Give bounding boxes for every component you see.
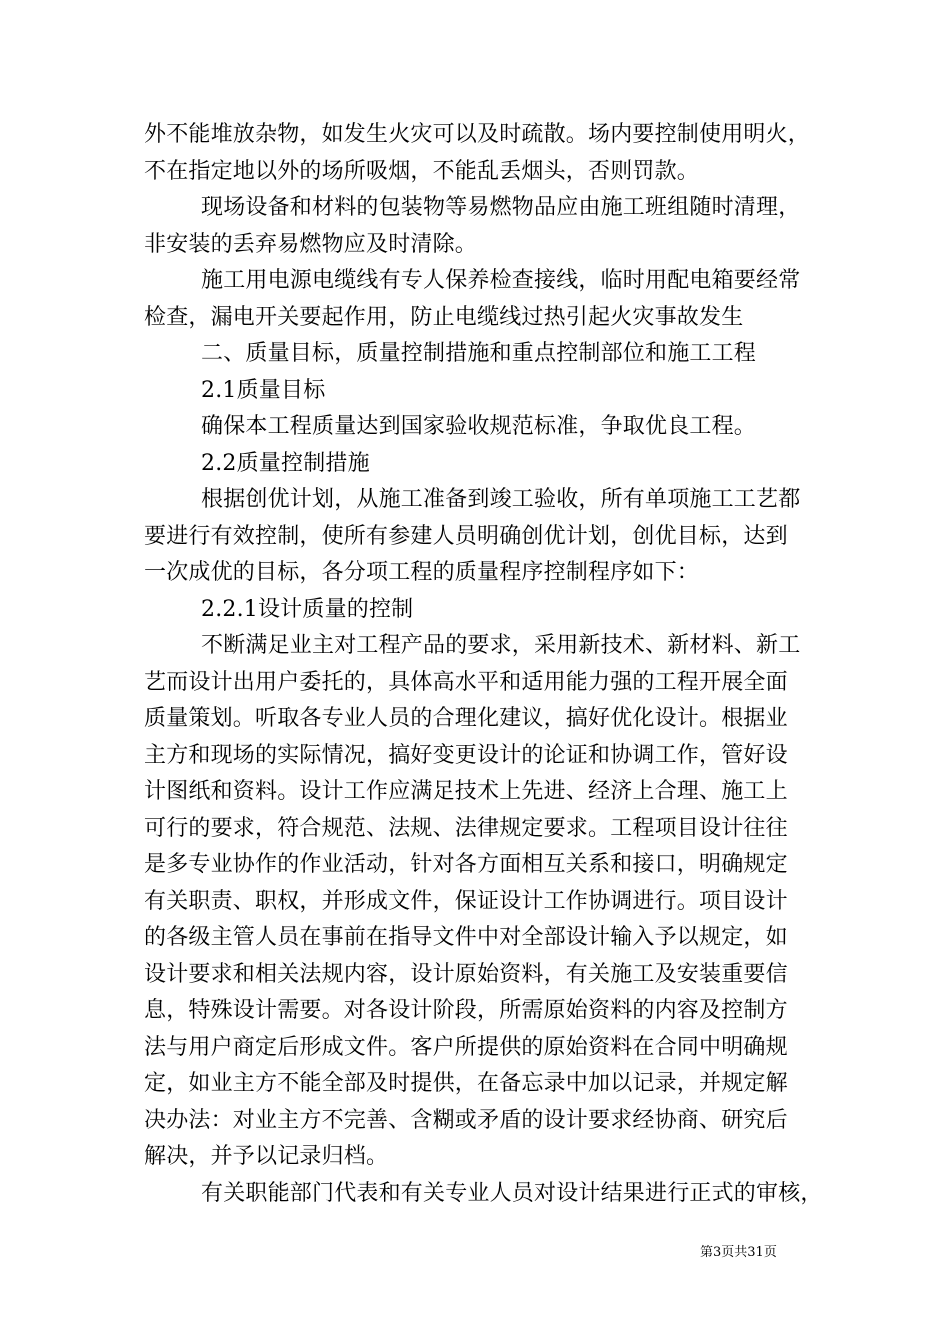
text-line: 可行的要求，符合规范、法规、法律规定要求。工程项目设计往往	[144, 815, 788, 841]
text-line: 主方和现场的实际情况，搞好变更设计的论证和协调工作，管好设	[144, 742, 788, 768]
text-line: 计图纸和资料。设计工作应满足技术上先进、经济上合理、施工上	[144, 779, 788, 804]
document-body	[144, 117, 824, 1212]
text-line: 解决，并予以记录归档。	[144, 1144, 389, 1169]
text-line: 检查，漏电开关要起作用，防止电缆线过热引起火灾事故发生	[144, 304, 744, 330]
text-line: 定，如业主方不能全部及时提供，在备忘录中加以记录，并规定解	[144, 1071, 788, 1096]
text-line: 2.2.1设计质量的控制	[201, 596, 414, 622]
text-line: 二、质量目标，质量控制措施和重点控制部位和施工工程	[201, 341, 757, 366]
text-line: 有关职责、职权，并形成文件，保证设计工作协调进行。项目设计	[144, 888, 788, 914]
text-line: 一次成优的目标，各分项工程的质量程序控制程序如下：	[144, 560, 700, 585]
text-line: 法与用户商定后形成文件。客户所提供的原始资料在合同中明确规	[144, 1034, 788, 1060]
text-line: 外不能堆放杂物，如发生火灾可以及时疏散。场内要控制使用明火，	[144, 122, 811, 147]
text-line: 2.1质量目标	[201, 377, 326, 403]
text-line: 是多专业协作的作业活动，针对各方面相互关系和接口，明确规定	[144, 852, 788, 877]
text-line: 设计要求和相关法规内容，设计原始资料，有关施工及安装重要信	[144, 961, 788, 987]
page-number-footer: 第3页共31页	[700, 1245, 777, 1260]
text-line: 非安装的丢弃易燃物应及时清除。	[144, 231, 478, 257]
text-line: 息，特殊设计需要。对各设计阶段，所需原始资料的内容及控制方	[144, 998, 788, 1023]
text-line: 不在指定地以外的场所吸烟，不能乱丢烟头，否则罚款。	[144, 158, 700, 184]
text-line: 根据创优计划，从施工准备到竣工验收，所有单项施工工艺都	[201, 487, 801, 512]
text-line: 要进行有效控制，使所有参建人员明确创优计划，创优目标，达到	[144, 523, 788, 549]
text-line: 质量策划。听取各专业人员的合理化建议，搞好优化设计。根据业	[144, 706, 788, 731]
text-line: 艺而设计出用户委托的，具体高水平和适用能力强的工程开展全面	[144, 669, 788, 695]
text-line: 2.2质量控制措施	[201, 450, 370, 476]
text-line: 施工用电源电缆线有专人保养检查接线，临时用配电箱要经常	[201, 268, 801, 293]
text-line: 的各级主管人员在事前在指导文件中对全部设计输入予以规定，如	[144, 925, 788, 950]
text-line: 不断满足业主对工程产品的要求，采用新技术、新材料、新工	[201, 633, 801, 658]
text-line: 决办法：对业主方不完善、含糊或矛盾的设计要求经协商、研究后	[144, 1107, 788, 1133]
text-line: 有关职能部门代表和有关专业人员对设计结果进行正式的审核，	[201, 1180, 823, 1206]
text-line: 现场设备和材料的包装物等易燃物品应由施工班组随时清理，	[201, 195, 801, 220]
text-line: 确保本工程质量达到国家验收规范标准，争取优良工程。	[201, 414, 757, 439]
